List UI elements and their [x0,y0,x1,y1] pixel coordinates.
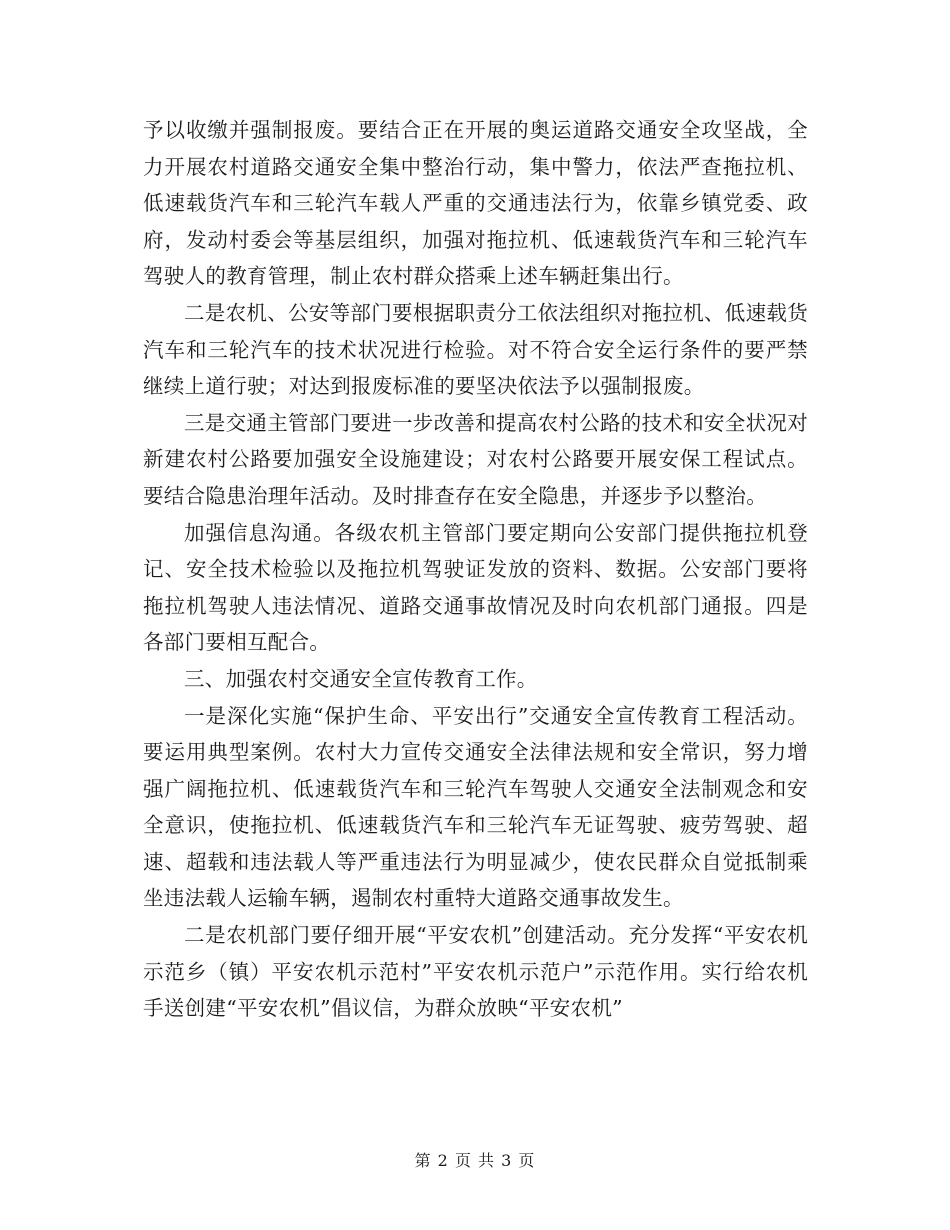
document-body [143,112,808,1027]
paragraph-continuation: 予以收缴并强制报废。要结合正在开展的奥运道路交通安全攻坚战，全力开展农村道路交通安全集中整治行动，集中警力，依法严查拖拉机、低速载货汽车和三轮汽车载人严重的交通违法行为，依靠乡镇党委、政府，发动村委会等基层组织，加强对拖拉机、低速载货汽车和三轮汽车驾驶人的教育管理，制止农村群众搭乘上述车辆赶集出行。 [143,118,808,289]
section-heading: 三、加强农村交通安全宣传教育工作。 [184,666,538,691]
paragraph-inspection: 二是农机、公安等部门要根据职责分工依法组织对拖拉机、低速载货汽车和三轮汽车的技术状况进行检验。对不符合安全运行条件的要严禁继续上道行驶；对达到报废标准的要坚决依法予以强制报废。 [143,300,808,399]
paragraph-education: 一是深化实施“保护生命、平安出行”交通安全宣传教育工程活动。要运用典型案例。农村大力宣传交通安全法律法规和安全常识，努力增强广阔拖拉机、低速载货汽车和三轮汽车驾驶人交通安全法制观念和安全意识，使拖拉机、低速载货汽车和三轮汽车无证驾驶、疲劳驾驶、超速、超载和违法载人等严重违法行为明显减少，使农民群众自觉抵制乘坐违法载人运输车辆，遏制农村重特大道路交通事故发生。 [143,703,808,911]
paragraph-information: 加强信息沟通。各级农机主管部门要定期向公安部门提供拖拉机登记、安全技术检验以及拖拉机驾驶证发放的资料、数据。公安部门要将拖拉机驾驶人违法情况、道路交通事故情况及时向农机部门通报。四是各部门要相互配合。 [143,520,808,655]
paragraph-safe-agri: 二是农机部门要仔细开展“平安农机”创建活动。充分发挥“平安农机示范乡（镇）平安农机示范村”平安农机示范户”示范作用。实行给农机手送创建“平安农机”倡议信，为群众放映“平安农机” [143,923,808,1021]
paragraph-road-improvement: 三是交通主管部门要进一步改善和提高农村公路的技术和安全状况对新建农村公路要加强安全设施建设；对农村公路要开展安保工程试点。要结合隐患治理年活动。及时排查存在安全隐患，并逐步予以整治。 [143,410,808,508]
page-number-footer: 第 2 页 共 3 页 [414,1151,536,1170]
